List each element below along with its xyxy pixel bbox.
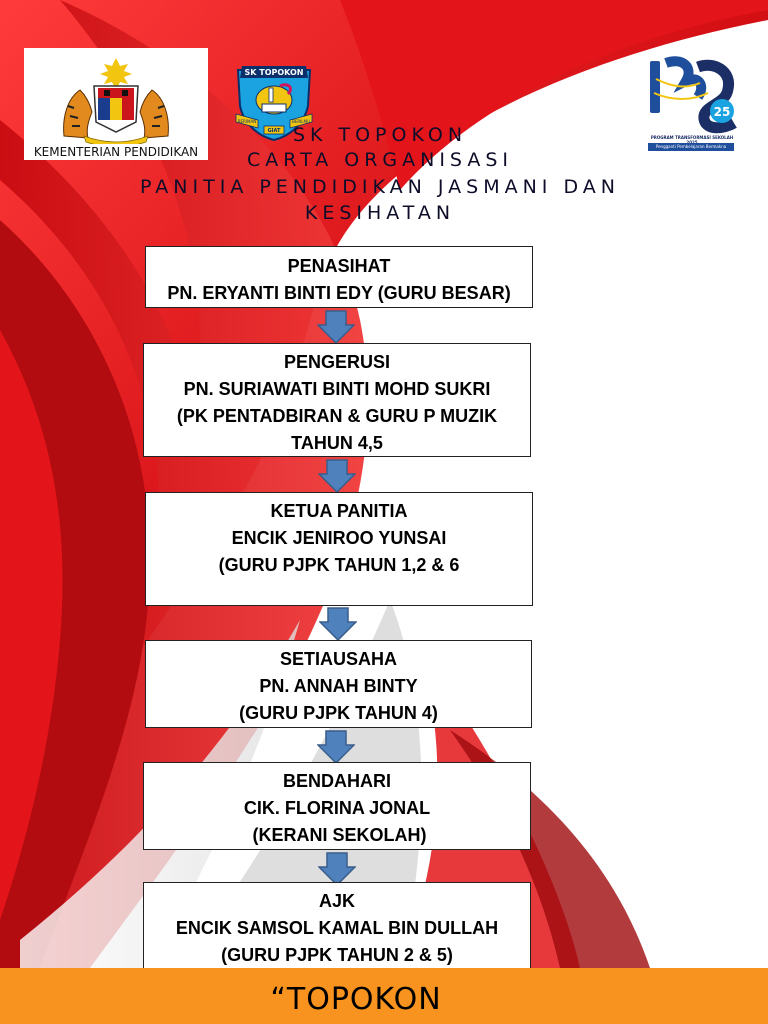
school-motto-right: BERILMU (292, 119, 310, 124)
node-detail: (GURU PJPK TAHUN 2 & 5) (221, 945, 453, 965)
node-role: KETUA PANITIA (270, 501, 408, 521)
node-role: PENGERUSI (283, 352, 391, 372)
school-motto-bottom: GIAT (267, 128, 281, 134)
footer-banner (0, 968, 768, 1024)
org-node-penasihat (145, 246, 533, 308)
node-role: AJK (318, 891, 355, 911)
down-arrow-icon (319, 607, 357, 641)
org-node-pengerusi (143, 343, 531, 457)
node-detail: (GURU PJPK TAHUN 1,2 & 6 (218, 555, 460, 575)
school-motto-left: BERIMAN (237, 119, 257, 124)
chart-title: CARTA ORGANISASI (246, 149, 514, 171)
panel-title-line1: PANITIA PENDIDIKAN JASMANI DAN (140, 176, 620, 198)
node-person: ENCIK JENIROO YUNSAI (231, 528, 447, 548)
ministry-label: KEMENTERIAN PENDIDIKAN (33, 145, 199, 159)
node-role: SETIAUSAHA (279, 649, 397, 669)
node-detail: (PK PENTADBIRAN & GURU P MUZIK (176, 406, 498, 426)
node-person: PN. SURIAWATI BINTI MOHD SUKRI (183, 379, 491, 399)
node-role: BENDAHARI (283, 771, 391, 791)
down-arrow-icon (318, 852, 356, 886)
down-arrow-icon (318, 459, 356, 493)
school-banner-text: SK TOPOKON (244, 68, 304, 77)
down-arrow-icon (317, 730, 355, 764)
node-detail: (GURU PJPK TAHUN 4) (239, 703, 438, 723)
its-program-label: PROGRAM TRANSFORMASI SEKOLAH (650, 135, 734, 140)
node-detail: TAHUN 4,5 (291, 433, 383, 453)
node-detail: (KERANI SEKOLAH) (247, 825, 427, 845)
footer-text: “TOPOKON (270, 982, 442, 1017)
org-node-ajk (143, 882, 531, 970)
node-role: PENASIHAT (287, 256, 391, 276)
its-tagline: Pengganti Pembelajaran Bermakna (648, 143, 734, 151)
org-node-bendahari (143, 762, 531, 850)
svg-text:25: 25 (713, 105, 731, 119)
org-node-setiausaha (145, 640, 532, 728)
node-person: CIK. FLORINA JONAL (243, 798, 431, 818)
panel-title-line2: KESIHATAN (304, 202, 456, 224)
school-name-title: SK TOPOKON (292, 124, 468, 146)
its-emblem-icon (642, 53, 738, 135)
org-node-ketua-panitia (145, 492, 533, 606)
down-arrow-icon (317, 310, 355, 344)
node-person: ENCIK SAMSOL KAMAL BIN DULLAH (175, 918, 499, 938)
node-person: PN. ERYANTI BINTI EDY (GURU BESAR) (167, 283, 511, 303)
node-person: PN. ANNAH BINTY (259, 676, 418, 696)
